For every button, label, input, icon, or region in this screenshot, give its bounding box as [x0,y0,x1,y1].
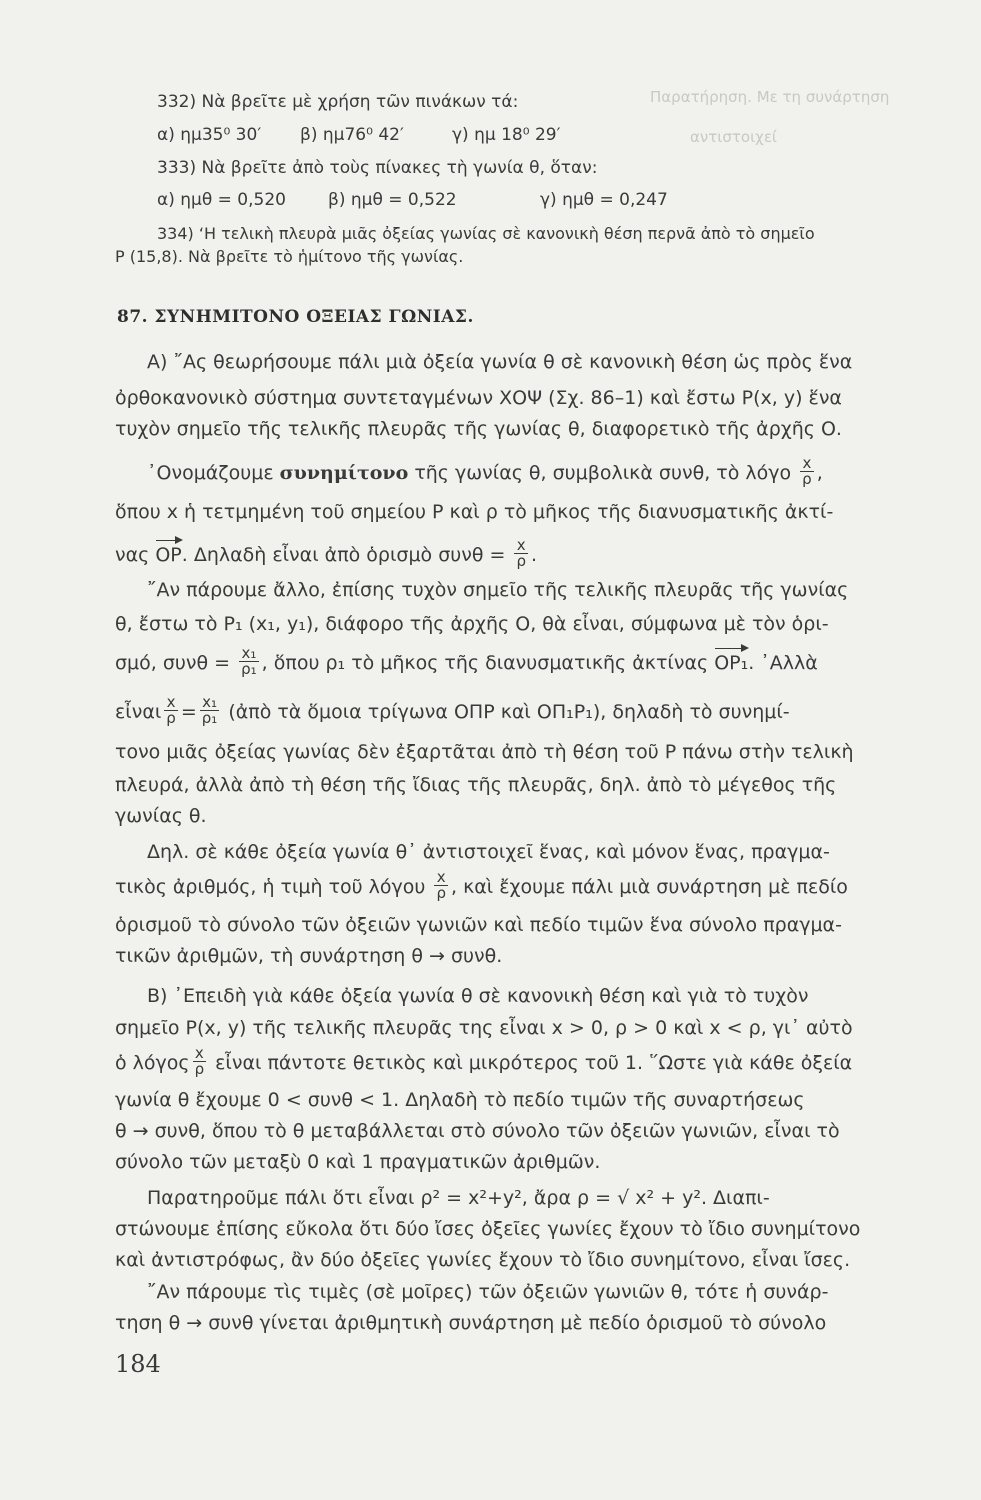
exercise-332: 332) Νὰ βρεῖτε μὲ χρήση τῶν πινάκων τά: [157,92,519,112]
body-text: ὁ λόγος [115,1052,190,1074]
body-line: γωνία θ ἔχουμε 0 < συνθ < 1. Δηλαδὴ τὸ πεδίο τιμῶν τῆς συναρτήσεως [115,1089,805,1111]
section-heading: 87. ΣΥΝΗΜΙΤΟΝΟ ΟΞΕΙΑΣ ΓΩΝΙΑΣ. [117,307,474,327]
denominator: ρ [802,470,812,488]
denominator: ρ [194,1060,205,1078]
defined-term: συνημίτονο [279,462,409,484]
fraction-x-over-rho [514,538,528,569]
exercise-333-c: γ) ημθ = 0,247 [540,190,668,210]
denominator: ρ [436,884,446,902]
body-text: σμό, συνθ = [115,652,231,674]
body-line: τικῶν ἀριθμῶν, τὴ συνάρτηση θ → συνθ. [115,945,503,967]
numerator: x [434,870,448,886]
body-text: . ᾿Αλλὰ [748,652,818,674]
body-line: ὅπου x ἡ τετμημένη τοῦ σημείου Ρ καὶ ρ τὸ μῆκος τῆς διανυσματικῆς ἀκτί- [115,501,834,523]
page-number: 184 [115,1350,161,1378]
denominator: ρ₁ [241,660,257,678]
body-line: Α) ῎Ας θεωρήσουμε πάλι μιὰ ὀξεία γωνία θ σὲ κανονικὴ θέση ὡς πρὸς ἕνα [147,351,853,373]
body-text: , καὶ ἔχουμε πάλι μιὰ συνάρτηση μὲ πεδίο [451,876,848,898]
body-line: θ → συνθ, ὅπου τὸ θ μεταβάλλεται στὸ σύνολο τῶν ὀξειῶν γωνιῶν, εἶναι τὸ [115,1120,840,1142]
exercise-334-line2: Ρ (15,8). Νὰ βρεῖτε τὸ ἡμίτονο τῆς γωνίας. [115,247,464,266]
equals-sign: = [180,701,197,723]
body-line: Δηλ. σὲ κάθε ὀξεία γωνία θ᾿ ἀντιστοιχεῖ ἕνας, καὶ μόνον ἕνας, πραγμα- [147,841,830,863]
body-line-formula [115,693,790,728]
body-line: Β) ᾿Επειδὴ γιὰ κάθε ὀξεία γωνία θ σὲ κανονικὴ θέση καὶ γιὰ τὸ τυχὸν [147,985,809,1007]
exercise-333-b: β) ημθ = 0,522 [328,190,457,210]
exercise-332-a: α) ημ35⁰ 30′ [157,125,262,145]
numerator: x₁ [239,646,259,662]
body-line-formula [115,868,848,903]
numerator: x [164,695,178,711]
exercise-332-b: β) ημ76⁰ 42′ [300,125,404,145]
fraction-x1-over-rho1 [200,695,220,726]
body-line: σύνολο τῶν μεταξὺ 0 καὶ 1 πραγματικῶν ἀριθμῶν. [115,1151,601,1173]
bleed-through-text: αντιστοιχεί [690,128,778,146]
exercise-334-line1: 334) ‘Η τελικὴ πλευρὰ μιᾶς ὀξείας γωνίας σὲ κανονικὴ θέση περνᾶ ἀπὸ τὸ σημεῖο [157,224,815,243]
body-text: ᾿Ονομάζουμε [147,462,274,484]
body-text: , [816,462,823,484]
body-text: . Δηλαδὴ εἶναι ἀπὸ ὁρισμὸ συνθ = [181,544,506,566]
numerator: x [193,1046,207,1062]
body-text: εἶναι πάντοτε θετικὸς καὶ μικρότερος τοῦ 1. ῞Ωστε γιὰ κάθε ὀξεία [215,1052,853,1074]
denominator: ρ [166,709,176,727]
vector-OP1: ΟΡ₁ [714,652,749,674]
fraction-x-over-rho [193,1046,207,1077]
denominator: ρ₁ [201,709,218,727]
body-line: ῎Αν πάρουμε ἄλλο, ἐπίσης τυχὸν σημεῖο τῆς τελικῆς πλευρᾶς τῆς γωνίας [147,579,849,601]
body-text: εἶναι [115,701,162,723]
body-line: πλευρά, ἀλλὰ ἀπὸ τὴ θέση τῆς ἴδιας τῆς πλευρᾶς, δηλ. ἀπὸ τὸ μέγεθος τῆς [115,774,837,796]
exercise-333-a: α) ημθ = 0,520 [157,190,286,210]
body-line: τονο μιᾶς ὀξείας γωνίας δὲν ἐξαρτᾶται ἀπὸ τὴ θέση τοῦ Ρ πάνω στὴν τελικὴ [115,741,854,763]
body-text: , ὅπου ρ₁ τὸ μῆκος τῆς διανυσματικῆς ἀκτίνας [261,652,709,674]
vector-OP: ΟΡ [155,544,182,566]
body-line: σημεῖο Ρ(x, y) τῆς τελικῆς πλευρᾶς της εἶναι x > 0, ρ > 0 καὶ x < ρ, γι᾿ αὐτὸ [115,1017,853,1039]
numerator: x₁ [200,695,220,711]
exercise-333: 333) Νὰ βρεῖτε ἀπὸ τοὺς πίνακες τὴ γωνία θ, ὅταν: [157,158,598,178]
fraction-x-over-rho [434,870,448,901]
body-line-definition-formula [115,536,538,571]
body-line: γωνίας θ. [115,805,207,827]
body-line-formula [115,1044,853,1079]
body-text: τῆς γωνίας θ, συμβολικὰ συνθ, τὸ λόγο [414,462,792,484]
body-line-formula [115,644,818,679]
body-line: τυχὸν σημεῖο τῆς τελικῆς πλευρᾶς τῆς γωνίας θ, διαφορετικὸ τῆς ἀρχῆς Ο. [115,418,842,440]
body-line: ὁρισμοῦ τὸ σύνολο τῶν ὀξειῶν γωνιῶν καὶ πεδίο τιμῶν ἕνα σύνολο πραγμα- [115,914,842,936]
fraction-x-over-rho [164,695,178,726]
body-line: τηση θ → συνθ γίνεται ἀριθμητικὴ συνάρτηση μὲ πεδίο ὁρισμοῦ τὸ σύνολο [115,1312,827,1334]
numerator: x [800,456,814,472]
denominator: ρ [516,552,527,570]
bleed-through-text: Παρατήρηση. Με τη συνάρτηση [650,88,890,106]
body-line: καὶ ἀντιστρόφως, ἂν δύο ὀξεῖες γωνίες ἔχουν τὸ ἴδιο συνημίτονο, εἶναι ἴσες. [115,1249,851,1271]
body-line: ῎Αν πάρουμε τὶς τιμὲς (σὲ μοῖρες) τῶν ὀξειῶν γωνιῶν θ, τότε ἡ συνάρ- [147,1281,829,1303]
numerator: x [514,538,528,554]
body-line-definition [147,454,823,489]
body-line: στώνουμε ἐπίσης εὔκολα ὅτι δύο ἴσες ὀξεῖες γωνίες ἔχουν τὸ ἴδιο συνημίτονο [115,1218,861,1240]
body-text: τικὸς ἀριθμός, ἡ τιμὴ τοῦ λόγου [115,876,426,898]
body-text: (ἀπὸ τὰ ὅμοια τρίγωνα ΟΠΡ καὶ ΟΠ₁Ρ₁), δηλαδὴ τὸ συνημί- [228,701,790,723]
body-line: θ, ἔστω τὸ Ρ₁ (x₁, y₁), διάφορο τῆς ἀρχῆς Ο, θὰ εἶναι, σύμφωνα μὲ τὸν ὁρι- [115,613,829,635]
body-text: νας [115,544,150,566]
exercise-332-c: γ) ημ 18⁰ 29′ [452,125,561,145]
fraction-x-over-rho [800,456,814,487]
fraction-x1-over-rho1 [239,646,259,677]
body-line: Παρατηροῦμε πάλι ὅτι εἶναι ρ² = x²+y², ἄρα ρ = √ x² + y². Διαπι- [147,1187,770,1209]
body-line: ὀρθοκανονικὸ σύστημα συντεταγμένων ΧΟΨ (Σχ. 86–1) καὶ ἔστω Ρ(x, y) ἕνα [115,387,842,409]
body-text: . [531,544,538,566]
